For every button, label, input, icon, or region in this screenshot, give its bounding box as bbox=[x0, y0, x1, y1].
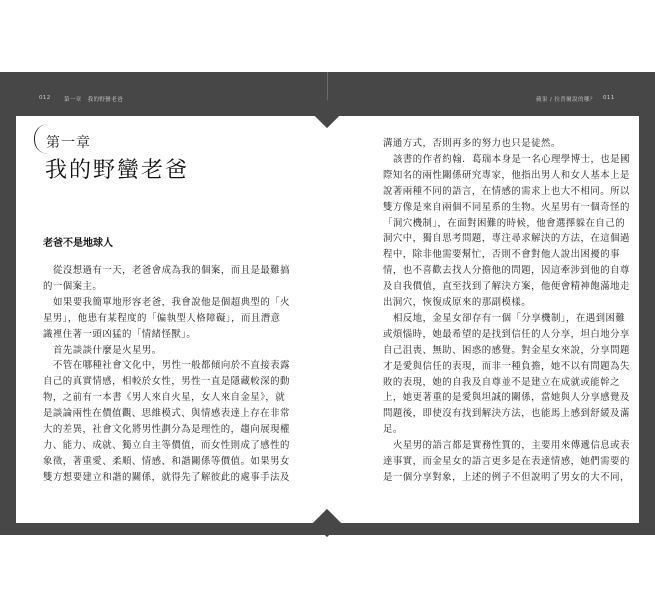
body-text-line: 相反地，金星女卻存有一個「分享機制」，在遇到困難 bbox=[393, 312, 626, 324]
body-text-line: 問題後，即使沒有找到解決方法，也能馬上感到舒緩及滿 bbox=[383, 408, 630, 420]
body-text-line: 物，之前有一本書《男人來自火星，女人來自金星》，就 bbox=[43, 392, 286, 404]
right-running-head: 蘋果 / 拉普爾說的哪？ bbox=[536, 97, 596, 103]
body-text-line: 及自我價值，直至找到了解決方案，他便會精神飽滿地走 bbox=[383, 281, 630, 293]
body-text-line: 該書的作者約翰．葛瑞本身是一名心理學博士，也是國 bbox=[393, 153, 631, 165]
body-text-line: 如果要我簡單地形容老爸，我會說他是個超典型的「火 bbox=[53, 296, 291, 308]
left-page-number: 012 bbox=[39, 95, 51, 101]
body-text-line: 溝通方式，否則再多的努力也只是徒然。 bbox=[383, 138, 561, 149]
body-text-line: 「洞穴機制」，在面對困難的時候，他會選擇躲在自己的 bbox=[383, 217, 626, 229]
body-text-line: 敗的表現，她的自我及自尊並不是建立在成就或能幹之 bbox=[383, 376, 621, 388]
body-text-line: 從沒想過有一天，老爸會成為我的個案，而且是最難搞 bbox=[53, 265, 291, 276]
body-text-line: 自己沮喪、無助、困惑的感覺。對金星女來說，分享問題 bbox=[383, 344, 630, 356]
body-text-line: 星男」，他患有某程度的「偏執型人格障礙」，而且潛意 bbox=[43, 312, 281, 324]
body-text-line: 情，也不喜歡去找人分擔他的問題，因這牽涉到他的自尊 bbox=[383, 265, 630, 277]
chapter-label: 第一章 bbox=[46, 135, 91, 151]
chapter-title: 我的野蠻老爸 bbox=[45, 158, 190, 183]
body-text-line: 足。 bbox=[383, 424, 403, 436]
body-text-line: 是一個分享對象，上述的例子不但說明了男女的大不同， bbox=[383, 471, 630, 483]
body-text-line: 的一個案主。 bbox=[43, 280, 103, 292]
body-text-line: 或煩惱時，她最希望的是找到信任的人分享，坦白地分享 bbox=[383, 328, 630, 340]
book-spread bbox=[0, 72, 655, 535]
body-text-line: 說著兩種不同的語言，在情感的需求上也大不相同。所以 bbox=[383, 185, 630, 197]
body-text-line: 大的差異，社會文化將男性劃分為是理性的，趨向展現權 bbox=[43, 424, 290, 435]
body-text-line: 是談論兩性在價值觀、思維模式、與情感表達上存在非常 bbox=[43, 408, 290, 420]
right-page-number: 011 bbox=[603, 95, 615, 101]
body-text-line: 識裡住著一頭凶猛的「情緒怪獸」。 bbox=[43, 328, 197, 340]
body-text-line: 上，她更著重的是愛與坦誠的關係，當她與人分享感覺及 bbox=[383, 392, 630, 404]
body-text-line: 火星男的語言都是實務性質的，主要用來傳遞信息或表 bbox=[393, 440, 631, 452]
body-text-line: 際知名的兩性關係研究專家，他指出男人和女人基本上是 bbox=[383, 169, 630, 181]
body-text-line: 才是愛與信任的表現，而非一種負擔，她不以有問題為失 bbox=[383, 360, 630, 372]
right-page bbox=[329, 116, 639, 523]
body-text-line: 出洞穴，恢復成原來的那副模樣。 bbox=[383, 297, 532, 308]
body-text-line: 程中，除非他需要幫忙，否則不會對他人說出困擾的事 bbox=[383, 249, 621, 261]
left-page bbox=[16, 116, 329, 523]
body-text-line: 象徵，著重愛、柔順、情感、和諧關係等價值。如果男女 bbox=[43, 455, 290, 467]
body-text-line: 雙方像是來自兩個不同星系的生物。火星男有一個奇怪的 bbox=[383, 201, 630, 213]
body-text-line: 首先談談什麼是火星男。 bbox=[53, 344, 162, 356]
body-text-line: 自己的真實情感，相較於女性，男性一直是隱藏較深的動 bbox=[43, 376, 290, 388]
left-running-head: 第一章 我的野蠻老爸 bbox=[64, 97, 124, 103]
body-text-line: 力、能力、成就、獨立自主等價值，而女性則成了感性的 bbox=[43, 439, 290, 451]
section-heading: 老爸不是地球人 bbox=[43, 238, 113, 249]
body-text-line: 洞穴中，獨自思考問題，專注尋求解決的方法，在這個過 bbox=[383, 233, 630, 245]
body-text-line: 達事實，而金星女的語言更多是在表達情感，她們需要的 bbox=[383, 456, 630, 467]
body-text-line: 不管在哪種社會文化中，男性一般都傾向於不直接表露 bbox=[53, 360, 291, 372]
body-text-line: 雙方想要建立和諧的關係，就得先了解彼此的處事手法及 bbox=[43, 471, 290, 483]
